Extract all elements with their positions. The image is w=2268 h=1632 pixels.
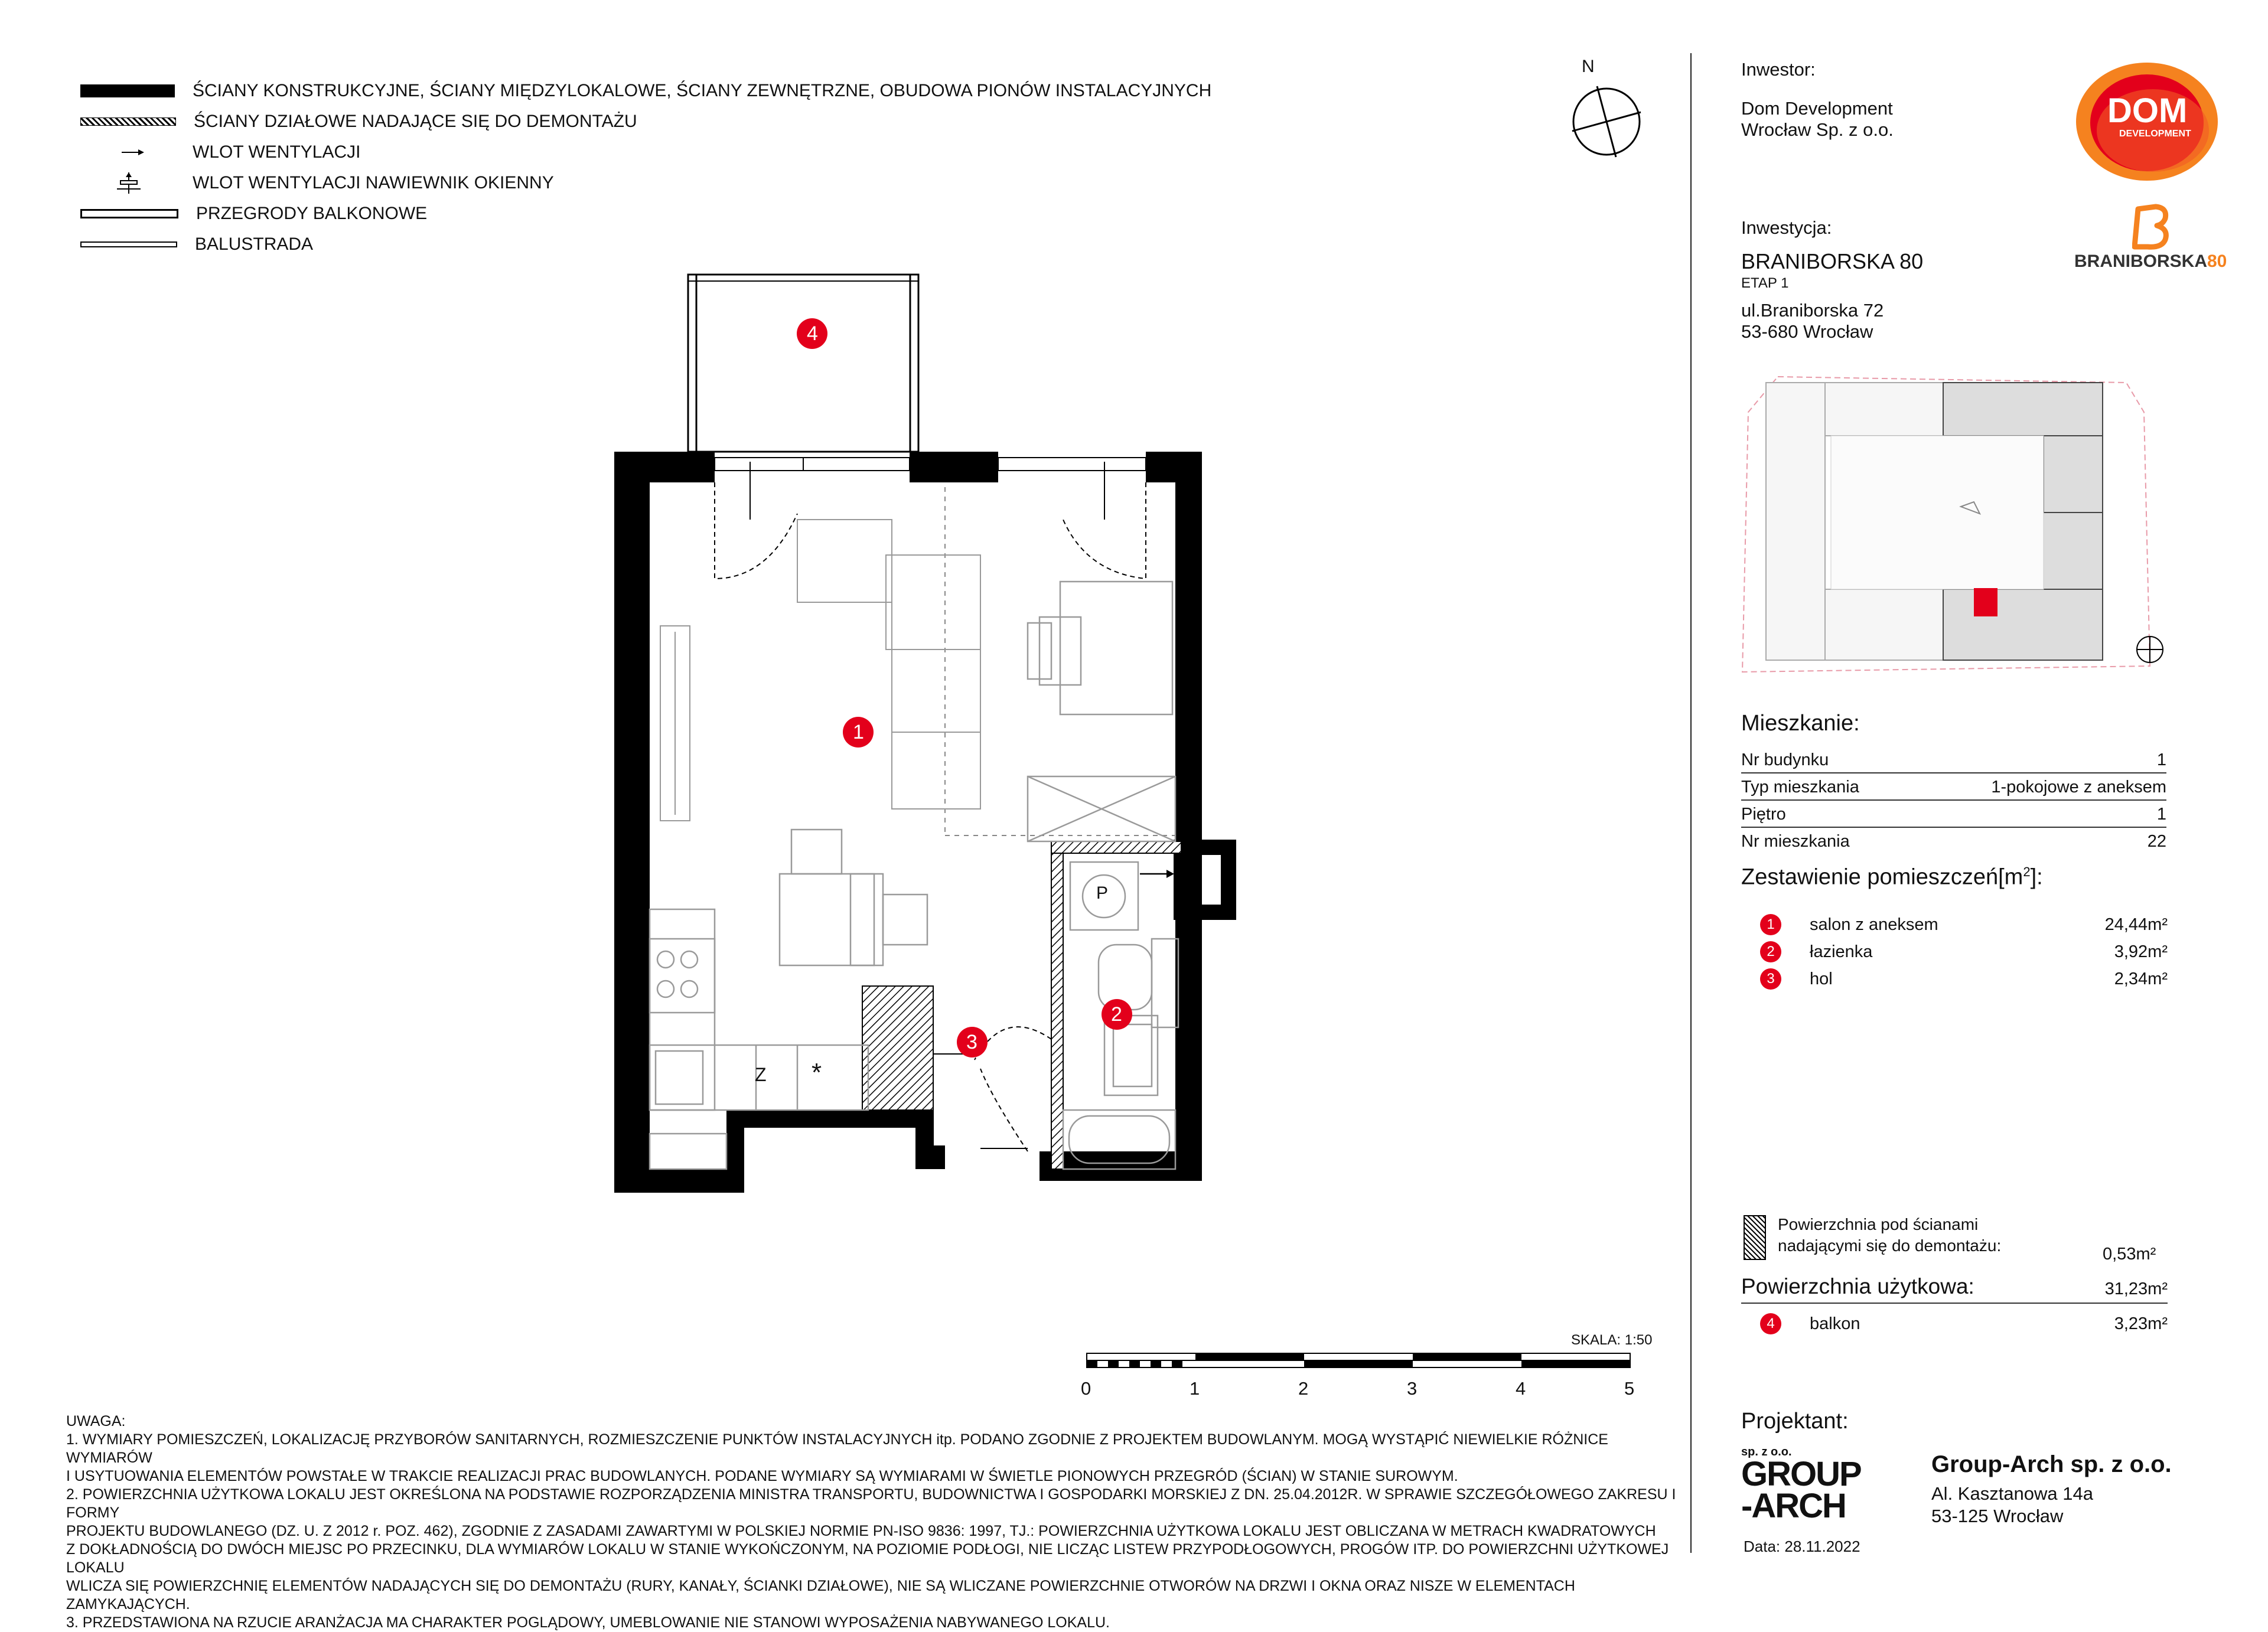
room-area: 3,92m² — [2114, 942, 2168, 961]
apartment-row-value: 1 — [2156, 805, 2166, 824]
legend-text: WLOT WENTYLACJI — [193, 142, 361, 162]
room-name: salon z aneksem — [1810, 915, 1938, 934]
apartment-row-label: Piętro — [1741, 805, 1786, 824]
apartment-row-label: Nr budynku — [1741, 750, 1829, 769]
group-arch-logo-small: sp. z o.o. — [1741, 1445, 1792, 1458]
room-area: 3,23m² — [2114, 1314, 2168, 1333]
legend-swatch-black — [80, 84, 175, 97]
investor-line1: Dom Development — [1741, 98, 1893, 119]
furniture — [797, 520, 980, 809]
rooms-heading-end: ]: — [2030, 864, 2043, 890]
z-symbol: Z — [755, 1064, 767, 1085]
legend-text: PRZEGRODY BALKONOWE — [196, 204, 428, 223]
apartment-row-value: 1-pokojowe z aneksem — [1991, 778, 2166, 797]
legend-row-window-vent — [80, 171, 554, 195]
notes-heading: UWAGA: — [66, 1413, 126, 1429]
legend-row-partition-walls — [80, 110, 637, 133]
legend-text: WLOT WENTYLACJI NAWIEWNIK OKIENNY — [193, 173, 554, 192]
usable-area-value: 31,23m² — [2104, 1280, 2168, 1298]
scale-tick-5: 5 — [1624, 1378, 1635, 1399]
notes-line: 1. WYMIARY POMIESZCZEŃ, LOKALIZACJĘ PRZYBORÓW SANITARNYCH, ROZMIESZCZENIE PUNKTÓW INSTALACYJNYCH itp. PODANO ZGODNIE Z PROJEKTEM BUDOWLANYM. MOGĄ WYSTĄPIĆ NIEWIELKIE RÓŻNICE WYMIARÓW — [66, 1431, 1608, 1466]
demolition-hatch-swatch — [1744, 1215, 1766, 1260]
room-marker-3: 3 — [966, 1031, 977, 1053]
desk-and-chair-salon — [1028, 582, 1172, 714]
apartment-row-label: Typ mieszkania — [1741, 778, 1859, 797]
legend-row-ventilation — [80, 141, 360, 164]
room-name: hol — [1810, 970, 1833, 988]
room-marker-1: 1 — [853, 721, 864, 743]
legend-text: ŚCIANY DZIAŁOWE NADAJĄCE SIĘ DO DEMONTAŻU — [194, 112, 637, 131]
designer-name: Group-Arch sp. z o.o. — [1931, 1451, 2172, 1477]
compass-icon — [1559, 53, 1654, 159]
braniborska-b-icon — [2132, 203, 2174, 250]
room-row — [1760, 966, 2168, 993]
group-arch-logo — [1741, 1445, 1895, 1528]
vent-arrow-icon — [1140, 870, 1174, 878]
legend-row-balcony-partitions — [80, 202, 427, 226]
balcony — [688, 275, 918, 452]
room-marker-4: 4 — [807, 322, 818, 345]
braniborska-logo-text — [2074, 252, 2227, 272]
usable-area-row — [1741, 1269, 2168, 1304]
rooms-heading-sup: 2 — [2023, 864, 2031, 879]
demolition-line2: nadającymi się do demontażu: — [1778, 1236, 2002, 1255]
legend-swatch-thin — [80, 241, 177, 247]
notes-line: 3. PRZEDSTAWIONA NA RZUCIE ARANŻACJA MA CHARAKTER POGLĄDOWY, UMEBLOWANIE NIE STANOWI WYPOSAŻENIA NABYWANEGO LOKALU. — [66, 1614, 1110, 1631]
room-number: 4 — [1760, 1313, 1781, 1334]
room-area: 2,34m² — [2114, 970, 2168, 988]
hall-door — [933, 1027, 1051, 1151]
window-vent-icon — [80, 171, 175, 195]
room-row — [1760, 939, 2168, 966]
scale-tick-0: 0 — [1081, 1378, 1091, 1399]
kitchen-counter — [650, 909, 868, 1169]
floor-plan — [602, 260, 1264, 1205]
apartment-row — [1741, 745, 2166, 773]
room-number: 3 — [1760, 968, 1781, 990]
designer-heading: Projektant: — [1741, 1409, 1849, 1434]
investment-heading: Inwestycja: — [1741, 217, 1832, 238]
investment-stage: ETAP 1 — [1741, 275, 1789, 291]
investment-street: ul.Braniborska 72 — [1741, 300, 1884, 321]
demolition-value: 0,53m² — [2103, 1245, 2156, 1264]
apartment-row-label: Nr mieszkania — [1741, 832, 1850, 851]
site-plan — [1736, 365, 2174, 684]
room-name: łazienka — [1810, 942, 1873, 961]
investment-name: BRANIBORSKA 80 — [1741, 249, 1924, 273]
investor-line2: Wrocław Sp. z o.o. — [1741, 119, 1894, 140]
room-marker-2: 2 — [1111, 1003, 1122, 1026]
panel-divider — [1690, 53, 1692, 1553]
scale-label: SKALA: 1:50 — [1571, 1332, 1653, 1348]
braniborska-logo-number: 80 — [2207, 252, 2227, 271]
scale-tick-4: 4 — [1516, 1378, 1526, 1399]
notes-line: PROJEKTU BUDOWLANEGO (DZ. U. Z 2012 r. POZ. 462), ZGODNIE Z ZASADAMI ZAWARTYMI W POLSKIEJ NORMIE PN-ISO 9836: 1997, TJ.: POWIERZCHNIA UŻYTKOWA LOKALU JEST OBLICZANA W METRACH KWADRATOWYCH — [66, 1523, 1656, 1539]
scale-bar — [1051, 1352, 1642, 1376]
room-area: 24,44m² — [2104, 915, 2168, 934]
legend-row-balustrade — [80, 233, 313, 256]
room-row — [1760, 912, 2168, 939]
room-markers — [797, 318, 1132, 1057]
legend-text: ŚCIANY KONSTRUKCYJNE, ŚCIANY MIĘDZYLOKALOWE, ŚCIANY ZEWNĘTRZNE, OBUDOWA PIONÓW INSTALACYJNYCH — [193, 81, 1212, 100]
notes-line: 2. POWIERZCHNIA UŻYTKOWA LOKALU JEST OKREŚLONA NA PODSTAWIE ROZPORZĄDZENIA MINISTRA TRANSPORTU, BUDOWNICTWA I GOSPODARKI MORSKIEJ Z DN. 25.04.2012R. W SPRAWIE SZCZEGÓŁOWEGO ZAKRESU I FORMY — [66, 1486, 1676, 1521]
designer-date: Data: 28.11.2022 — [1744, 1538, 1860, 1555]
room-number: 1 — [1760, 914, 1781, 935]
group-arch-logo-line2: -ARCH — [1741, 1487, 1846, 1525]
apartment-row — [1741, 799, 2166, 828]
dining-set — [780, 830, 927, 965]
designer-street: Al. Kasztanowa 14a — [1931, 1483, 2094, 1504]
apartment-row-value: 1 — [2156, 750, 2166, 769]
notes-line: I USYTUOWANIA ELEMENTÓW POWSTAŁE W TRAKCIE REALIZACJI PRAC BUDOWLANYCH. PODANE WYMIARY SĄ WYMIARAMI W ŚWIETLE PIONOWYCH PRZEGRÓD (ŚCIAN) W STANIE SUROWYM. — [66, 1468, 1458, 1484]
scale-tick-1: 1 — [1190, 1378, 1200, 1399]
group-arch-logo-line1: GROUP — [1741, 1455, 1861, 1493]
notes-line: Z DOKŁADNOŚCIĄ DO DWÓCH MIEJSC PO PRZECINKU, DLA WYMIARÓW LOKALU W STANIE WYKOŃCZONYM, NA POZIOMIE PODŁOGI, NIE LICZĄC LISTEW PRZYPODŁOGOWYCH, PROGÓW ITP. DO POWIERZCHNI UŻYTKOWEJ LOKALU — [66, 1541, 1669, 1576]
scale-tick-3: 3 — [1407, 1378, 1418, 1399]
investment-city: 53-680 Wrocław — [1741, 321, 1873, 342]
designer-city: 53-125 Wrocław — [1931, 1506, 2064, 1526]
legend-row-structural-walls — [80, 79, 1211, 103]
legend-swatch-double — [80, 209, 178, 218]
investor-heading: Inwestor: — [1741, 59, 1816, 80]
braniborska-logo-word: BRANIBORSKA — [2074, 252, 2207, 271]
apartment-row-value: 22 — [2147, 832, 2166, 851]
apartment-row — [1741, 772, 2166, 801]
usable-area-label: Powierzchnia użytkowa: — [1741, 1274, 1974, 1298]
dom-development-logo — [2073, 57, 2221, 192]
room-name: balkon — [1810, 1314, 1860, 1333]
compass-label: N — [1582, 57, 1595, 76]
living-room-furniture — [660, 626, 690, 821]
apartment-heading: Mieszkanie: — [1741, 711, 1860, 736]
notes — [66, 1412, 1690, 1632]
apartment-row — [1741, 827, 2166, 854]
legend-swatch-hatch — [80, 117, 176, 126]
p-symbol: P — [1096, 883, 1109, 903]
balcony-row — [1760, 1311, 2168, 1338]
dom-logo-text: DOM — [2107, 92, 2188, 130]
legend-text: BALUSTRADA — [195, 234, 314, 254]
rooms-heading-text: Zestawienie pomieszczeń[m — [1741, 864, 2023, 890]
demolition-line1: Powierzchnia pod ścianami — [1778, 1215, 1979, 1233]
rooms-heading — [1741, 864, 2043, 890]
room-number: 2 — [1760, 941, 1781, 962]
notes-line: WLICZA SIĘ POWIERZCHNIĘ ELEMENTÓW NADAJĄCYCH SIĘ DO DEMONTAŻU (RURY, KANAŁY, ŚCIANKI DZIAŁOWE), NIE SĄ WLICZANE POWIERZCHNIE OTWORÓW NA DRZWI I OKNA ORAZ NISZE W ELEMENTACH ZAMYKAJĄCYCH. — [66, 1578, 1575, 1613]
star-symbol: * — [812, 1058, 822, 1087]
scale-tick-2: 2 — [1298, 1378, 1309, 1399]
dom-logo-subtext: DEVELOPMENT — [2119, 129, 2191, 139]
vent-arrow-icon — [80, 146, 175, 159]
